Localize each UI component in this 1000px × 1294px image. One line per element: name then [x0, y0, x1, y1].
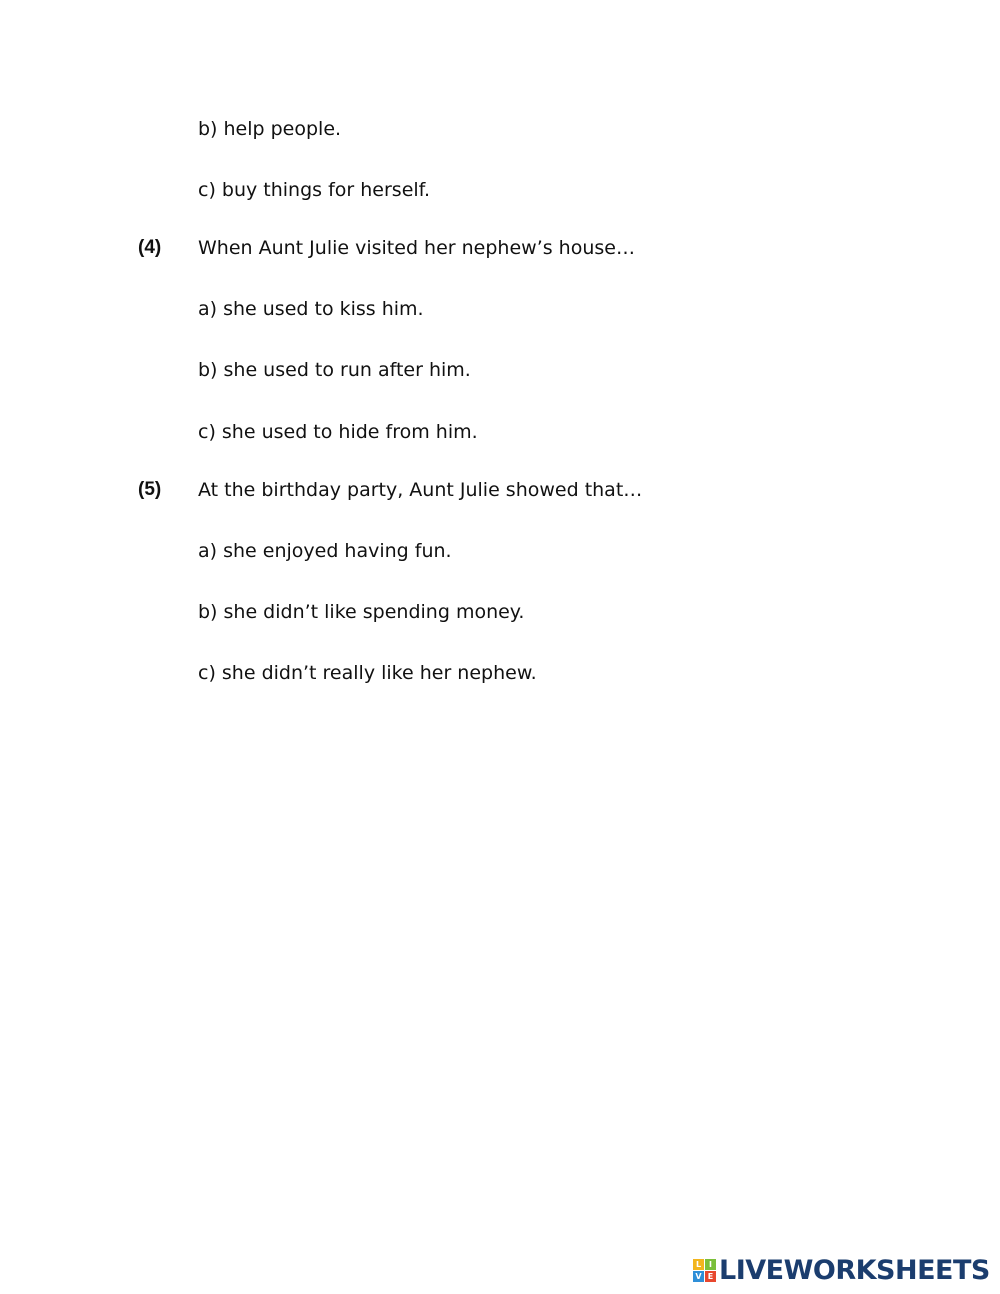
logo-tile-v: V: [693, 1271, 704, 1282]
logo-tile-i: I: [705, 1259, 716, 1270]
option-5c: c) she didn’t really like her nephew.: [198, 662, 537, 684]
logo-tile-e: E: [705, 1271, 716, 1282]
question-5-number: (5): [138, 479, 162, 500]
option-4c: c) she used to hide from him.: [198, 421, 478, 443]
logo-mark-icon: [693, 1259, 716, 1282]
option-5a: a) she enjoyed having fun.: [198, 540, 452, 562]
liveworksheets-logo: [693, 1254, 990, 1286]
question-4-number: (4): [138, 237, 162, 258]
option-4a: a) she used to kiss him.: [198, 298, 424, 320]
option-3c: c) buy things for herself.: [198, 179, 431, 201]
option-5b: b) she didn’t like spending money.: [198, 601, 525, 623]
option-3b: b) help people.: [198, 118, 342, 140]
option-4b: b) she used to run after him.: [198, 359, 471, 381]
question-4-stem: When Aunt Julie visited her nephew’s house…: [198, 237, 635, 259]
question-5-stem: At the birthday party, Aunt Julie showed that…: [198, 479, 643, 501]
logo-wordmark: LIVEWORKSHEETS: [719, 1254, 990, 1286]
logo-tile-l: L: [693, 1259, 704, 1270]
